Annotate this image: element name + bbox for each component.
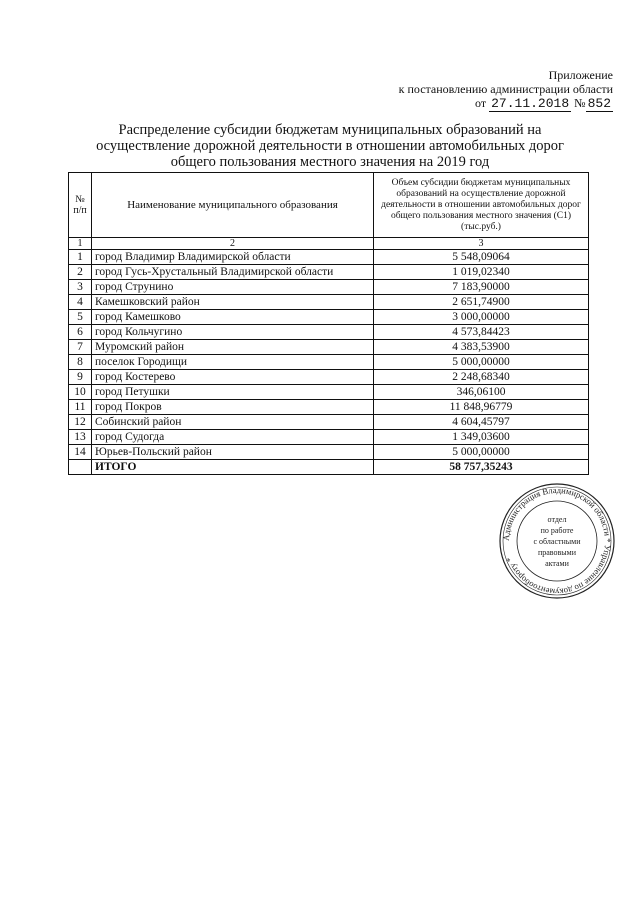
row-subsidy-amount: 5 000,00000 xyxy=(374,445,589,460)
table-header-row xyxy=(69,173,589,238)
column-number: 2 xyxy=(92,238,374,250)
number-prefix: № xyxy=(574,96,586,110)
row-number: 13 xyxy=(69,430,92,445)
row-number: 7 xyxy=(69,340,92,355)
total-label: ИТОГО xyxy=(92,460,374,475)
stamp-center-3: с областными xyxy=(533,537,581,546)
row-subsidy-amount: 7 183,90000 xyxy=(374,280,589,295)
row-municipality: город Гусь-Хрустальный Владимирской области xyxy=(92,265,374,280)
appendix-block xyxy=(399,68,613,111)
row-subsidy-amount: 4 573,84423 xyxy=(374,325,589,340)
row-number: 3 xyxy=(69,280,92,295)
total-row xyxy=(69,460,589,475)
table-row xyxy=(69,415,589,430)
table-row xyxy=(69,340,589,355)
official-stamp xyxy=(498,482,616,600)
row-subsidy-amount: 3 000,00000 xyxy=(374,310,589,325)
row-number: 11 xyxy=(69,400,92,415)
row-municipality: город Кольчугино xyxy=(92,325,374,340)
title-line-1: Распределение субсидии бюджетам муниципальных образований на xyxy=(118,122,542,138)
stamp-center-2: по работе xyxy=(540,526,574,535)
row-subsidy-amount: 4 604,45797 xyxy=(374,415,589,430)
table-row xyxy=(69,430,589,445)
header-municipality: Наименование муниципального образования xyxy=(92,173,374,238)
stamp-center-1: отдел xyxy=(547,515,567,524)
row-subsidy-amount: 11 848,96779 xyxy=(374,400,589,415)
table-row xyxy=(69,325,589,340)
appendix-date: 27.11.2018 xyxy=(491,96,570,111)
row-number: 2 xyxy=(69,265,92,280)
row-number: 6 xyxy=(69,325,92,340)
stamp-center-4: правовыми xyxy=(537,548,577,557)
row-municipality: Муромский район xyxy=(92,340,374,355)
appendix-date-line xyxy=(399,96,613,111)
table-row xyxy=(69,370,589,385)
row-number: 8 xyxy=(69,355,92,370)
title-line-2: осуществление дорожной деятельности в отношении автомобильных дорог xyxy=(96,138,564,154)
row-municipality: город Костерево xyxy=(92,370,374,385)
header-number: № п/п xyxy=(69,173,92,238)
table-row xyxy=(69,310,589,325)
row-number: 4 xyxy=(69,295,92,310)
row-municipality: город Судогда xyxy=(92,430,374,445)
column-number: 1 xyxy=(69,238,92,250)
stamp-center-5: актами xyxy=(545,559,569,568)
subsidy-table xyxy=(68,172,589,475)
row-subsidy-amount: 1 019,02340 xyxy=(374,265,589,280)
row-number: 10 xyxy=(69,385,92,400)
row-subsidy-amount: 2 651,74900 xyxy=(374,295,589,310)
row-municipality: город Покров xyxy=(92,400,374,415)
document-title xyxy=(70,122,590,170)
row-municipality: город Струнино xyxy=(92,280,374,295)
total-number xyxy=(69,460,92,475)
row-subsidy-amount: 5 548,09064 xyxy=(374,250,589,265)
title-line-3: общего пользования местного значения на 2019 год xyxy=(170,154,490,170)
row-number: 9 xyxy=(69,370,92,385)
table-row xyxy=(69,250,589,265)
row-subsidy-amount: 1 349,03600 xyxy=(374,430,589,445)
row-subsidy-amount: 2 248,68340 xyxy=(374,370,589,385)
header-subsidy: Объем субсидии бюджетам муниципальных образований на осуществление дорожной деятельности в отношении автомобильных дорог общего пользования местного значения (С1) (тыс.руб.) xyxy=(374,173,589,238)
row-municipality: город Владимир Владимирской области xyxy=(92,250,374,265)
appendix-resolution: к постановлению администрации области xyxy=(398,82,613,96)
table-row xyxy=(69,295,589,310)
table-row xyxy=(69,445,589,460)
row-municipality: Камешковский район xyxy=(92,295,374,310)
table-row xyxy=(69,280,589,295)
row-municipality: Собинский район xyxy=(92,415,374,430)
appendix-title: Приложение xyxy=(548,68,613,82)
table-row xyxy=(69,265,589,280)
date-prefix: от xyxy=(475,96,487,110)
row-subsidy-amount: 4 383,53900 xyxy=(374,340,589,355)
row-subsidy-amount: 346,06100 xyxy=(374,385,589,400)
row-number: 14 xyxy=(69,445,92,460)
row-number: 5 xyxy=(69,310,92,325)
table-body xyxy=(69,238,589,475)
column-number-row xyxy=(69,238,589,250)
table-row xyxy=(69,385,589,400)
row-number: 12 xyxy=(69,415,92,430)
appendix-number: 852 xyxy=(587,96,611,111)
row-subsidy-amount: 5 000,00000 xyxy=(374,355,589,370)
row-municipality: город Петушки xyxy=(92,385,374,400)
table-row xyxy=(69,355,589,370)
row-municipality: город Камешково xyxy=(92,310,374,325)
row-municipality: поселок Городищи xyxy=(92,355,374,370)
table-row xyxy=(69,400,589,415)
column-number: 3 xyxy=(374,238,589,250)
row-municipality: Юрьев-Польский район xyxy=(92,445,374,460)
row-number: 1 xyxy=(69,250,92,265)
total-value: 58 757,35243 xyxy=(374,460,589,475)
stamp-ring-text: Администрация Владимирской области * Управление по документообороту * xyxy=(500,484,614,598)
